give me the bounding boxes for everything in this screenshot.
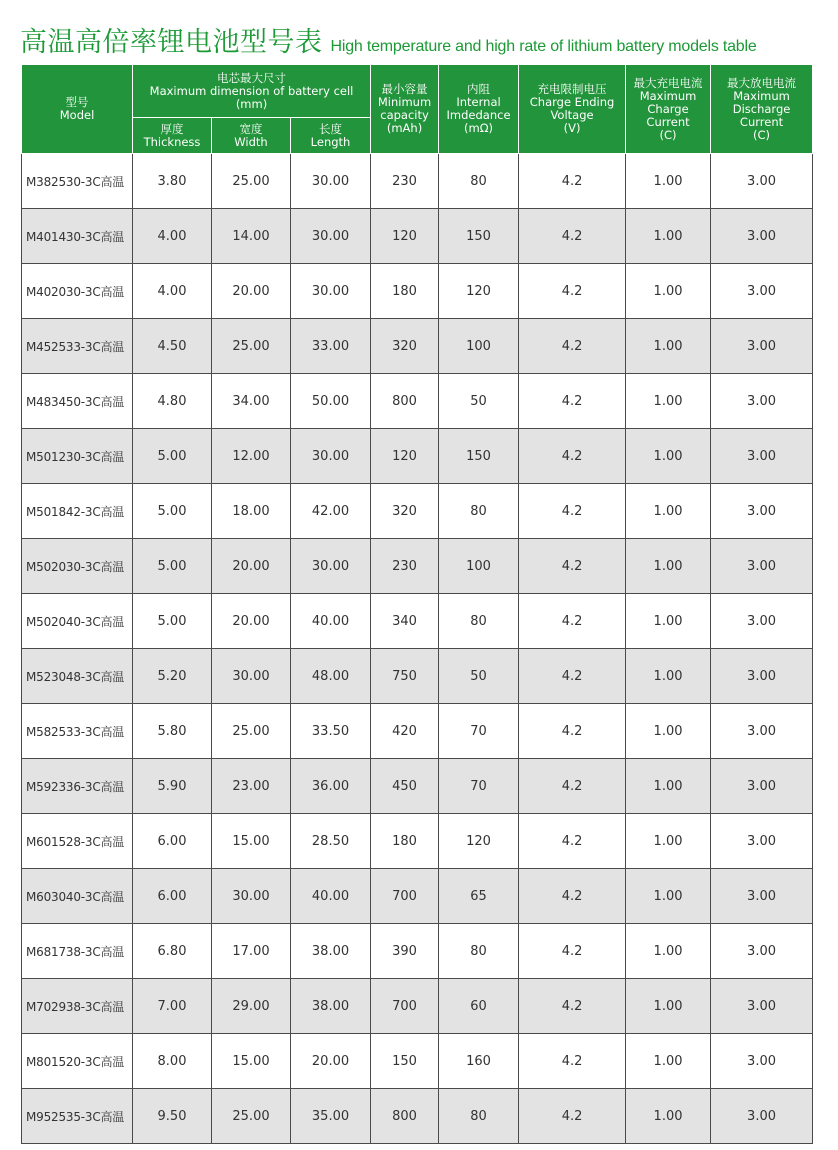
max-discharge-cell: 3.00	[711, 374, 813, 429]
length-cell: 42.00	[291, 484, 371, 539]
model-cell: M452533-3C高温	[22, 319, 133, 374]
max-discharge-cell: 3.00	[711, 869, 813, 924]
max-discharge-cell: 3.00	[711, 594, 813, 649]
thickness-cell: 8.00	[133, 1034, 212, 1089]
header-max-dimension: 电芯最大尺寸 Maximum dimension of battery cell (mm)	[133, 65, 371, 118]
max-charge-cell: 1.00	[626, 924, 711, 979]
capacity-cell: 150	[371, 1034, 439, 1089]
width-cell: 23.00	[212, 759, 291, 814]
max-charge-cell: 1.00	[626, 374, 711, 429]
length-cell: 30.00	[291, 209, 371, 264]
max-discharge-cell: 3.00	[711, 429, 813, 484]
header-internal-impedance: 内阻 Internal Imdedance (mΩ)	[439, 65, 519, 154]
model-cell: M501842-3C高温	[22, 484, 133, 539]
model-cell: M402030-3C高温	[22, 264, 133, 319]
length-cell: 30.00	[291, 429, 371, 484]
charge-voltage-cell: 4.2	[519, 319, 626, 374]
max-discharge-cell: 3.00	[711, 319, 813, 374]
capacity-cell: 700	[371, 979, 439, 1034]
capacity-cell: 340	[371, 594, 439, 649]
max-charge-cell: 1.00	[626, 484, 711, 539]
max-discharge-cell: 3.00	[711, 209, 813, 264]
header-thickness: 厚度 Thickness	[133, 118, 212, 154]
model-cell: M681738-3C高温	[22, 924, 133, 979]
capacity-cell: 230	[371, 154, 439, 209]
length-cell: 20.00	[291, 1034, 371, 1089]
table-row	[22, 374, 813, 429]
charge-voltage-cell: 4.2	[519, 1089, 626, 1144]
capacity-cell: 120	[371, 429, 439, 484]
impedance-cell: 150	[439, 429, 519, 484]
charge-voltage-cell: 4.2	[519, 154, 626, 209]
capacity-cell: 700	[371, 869, 439, 924]
capacity-cell: 800	[371, 1089, 439, 1144]
model-cell: M382530-3C高温	[22, 154, 133, 209]
max-discharge-cell: 3.00	[711, 649, 813, 704]
max-charge-cell: 1.00	[626, 869, 711, 924]
impedance-cell: 150	[439, 209, 519, 264]
length-cell: 33.00	[291, 319, 371, 374]
max-charge-cell: 1.00	[626, 704, 711, 759]
charge-voltage-cell: 4.2	[519, 539, 626, 594]
thickness-cell: 5.00	[133, 484, 212, 539]
thickness-cell: 5.90	[133, 759, 212, 814]
impedance-cell: 60	[439, 979, 519, 1034]
max-charge-cell: 1.00	[626, 814, 711, 869]
header-length: 长度 Length	[291, 118, 371, 154]
length-cell: 30.00	[291, 264, 371, 319]
table-row	[22, 429, 813, 484]
width-cell: 15.00	[212, 1034, 291, 1089]
impedance-cell: 80	[439, 154, 519, 209]
battery-models-table	[21, 64, 813, 1144]
charge-voltage-cell: 4.2	[519, 1034, 626, 1089]
charge-voltage-cell: 4.2	[519, 649, 626, 704]
width-cell: 15.00	[212, 814, 291, 869]
thickness-cell: 5.00	[133, 539, 212, 594]
header-max-charge-current: 最大充电电流 Maximum Charge Current (C)	[626, 65, 711, 154]
table-row	[22, 704, 813, 759]
thickness-cell: 4.00	[133, 209, 212, 264]
width-cell: 20.00	[212, 539, 291, 594]
charge-voltage-cell: 4.2	[519, 979, 626, 1034]
table-row	[22, 1089, 813, 1144]
charge-voltage-cell: 4.2	[519, 869, 626, 924]
impedance-cell: 80	[439, 924, 519, 979]
impedance-cell: 80	[439, 484, 519, 539]
width-cell: 30.00	[212, 649, 291, 704]
table-row	[22, 594, 813, 649]
max-charge-cell: 1.00	[626, 1089, 711, 1144]
title-english: High temperature and high rate of lithium battery models table	[330, 38, 757, 55]
model-cell: M801520-3C高温	[22, 1034, 133, 1089]
capacity-cell: 120	[371, 209, 439, 264]
model-cell: M582533-3C高温	[22, 704, 133, 759]
header-width: 宽度 Width	[212, 118, 291, 154]
table-row	[22, 759, 813, 814]
max-discharge-cell: 3.00	[711, 539, 813, 594]
impedance-cell: 50	[439, 374, 519, 429]
thickness-cell: 7.00	[133, 979, 212, 1034]
header-charge-ending-voltage: 充电限制电压 Charge Ending Voltage (V)	[519, 65, 626, 154]
impedance-cell: 80	[439, 1089, 519, 1144]
thickness-cell: 4.80	[133, 374, 212, 429]
max-discharge-cell: 3.00	[711, 154, 813, 209]
impedance-cell: 120	[439, 814, 519, 869]
max-discharge-cell: 3.00	[711, 264, 813, 319]
width-cell: 12.00	[212, 429, 291, 484]
model-cell: M702938-3C高温	[22, 979, 133, 1034]
table-row	[22, 649, 813, 704]
table-row	[22, 1034, 813, 1089]
model-cell: M401430-3C高温	[22, 209, 133, 264]
max-charge-cell: 1.00	[626, 429, 711, 484]
model-cell: M952535-3C高温	[22, 1089, 133, 1144]
width-cell: 34.00	[212, 374, 291, 429]
width-cell: 29.00	[212, 979, 291, 1034]
max-charge-cell: 1.00	[626, 209, 711, 264]
length-cell: 36.00	[291, 759, 371, 814]
charge-voltage-cell: 4.2	[519, 924, 626, 979]
model-cell: M592336-3C高温	[22, 759, 133, 814]
header-min-capacity: 最小容量 Minimum capacity (mAh)	[371, 65, 439, 154]
max-charge-cell: 1.00	[626, 264, 711, 319]
width-cell: 20.00	[212, 594, 291, 649]
model-cell: M523048-3C高温	[22, 649, 133, 704]
max-discharge-cell: 3.00	[711, 924, 813, 979]
thickness-cell: 5.20	[133, 649, 212, 704]
max-charge-cell: 1.00	[626, 649, 711, 704]
impedance-cell: 120	[439, 264, 519, 319]
capacity-cell: 450	[371, 759, 439, 814]
thickness-cell: 4.50	[133, 319, 212, 374]
model-cell: M502040-3C高温	[22, 594, 133, 649]
table-row	[22, 154, 813, 209]
max-discharge-cell: 3.00	[711, 814, 813, 869]
model-cell: M501230-3C高温	[22, 429, 133, 484]
impedance-cell: 80	[439, 594, 519, 649]
charge-voltage-cell: 4.2	[519, 704, 626, 759]
charge-voltage-cell: 4.2	[519, 209, 626, 264]
impedance-cell: 70	[439, 759, 519, 814]
max-charge-cell: 1.00	[626, 154, 711, 209]
max-discharge-cell: 3.00	[711, 759, 813, 814]
thickness-cell: 3.80	[133, 154, 212, 209]
model-cell: M483450-3C高温	[22, 374, 133, 429]
max-charge-cell: 1.00	[626, 759, 711, 814]
charge-voltage-cell: 4.2	[519, 759, 626, 814]
thickness-cell: 5.80	[133, 704, 212, 759]
length-cell: 35.00	[291, 1089, 371, 1144]
table-row	[22, 539, 813, 594]
length-cell: 48.00	[291, 649, 371, 704]
title-chinese: 高温高倍率锂电池型号表	[20, 27, 323, 58]
length-cell: 40.00	[291, 869, 371, 924]
max-discharge-cell: 3.00	[711, 704, 813, 759]
model-cell: M603040-3C高温	[22, 869, 133, 924]
table-row	[22, 814, 813, 869]
impedance-cell: 100	[439, 539, 519, 594]
width-cell: 25.00	[212, 1089, 291, 1144]
capacity-cell: 180	[371, 264, 439, 319]
length-cell: 28.50	[291, 814, 371, 869]
capacity-cell: 750	[371, 649, 439, 704]
max-charge-cell: 1.00	[626, 1034, 711, 1089]
width-cell: 25.00	[212, 154, 291, 209]
width-cell: 25.00	[212, 319, 291, 374]
thickness-cell: 6.00	[133, 814, 212, 869]
header-model: 型号 Model	[22, 65, 133, 154]
impedance-cell: 65	[439, 869, 519, 924]
table-row	[22, 209, 813, 264]
width-cell: 20.00	[212, 264, 291, 319]
impedance-cell: 160	[439, 1034, 519, 1089]
model-cell: M601528-3C高温	[22, 814, 133, 869]
charge-voltage-cell: 4.2	[519, 484, 626, 539]
width-cell: 14.00	[212, 209, 291, 264]
table-row	[22, 264, 813, 319]
max-discharge-cell: 3.00	[711, 484, 813, 539]
impedance-cell: 50	[439, 649, 519, 704]
max-charge-cell: 1.00	[626, 319, 711, 374]
capacity-cell: 390	[371, 924, 439, 979]
max-discharge-cell: 3.00	[711, 979, 813, 1034]
page-title	[20, 16, 830, 60]
max-charge-cell: 1.00	[626, 979, 711, 1034]
length-cell: 38.00	[291, 979, 371, 1034]
width-cell: 18.00	[212, 484, 291, 539]
thickness-cell: 5.00	[133, 429, 212, 484]
capacity-cell: 420	[371, 704, 439, 759]
length-cell: 33.50	[291, 704, 371, 759]
capacity-cell: 320	[371, 319, 439, 374]
capacity-cell: 320	[371, 484, 439, 539]
width-cell: 17.00	[212, 924, 291, 979]
table-row	[22, 484, 813, 539]
impedance-cell: 100	[439, 319, 519, 374]
table-row	[22, 869, 813, 924]
table-row	[22, 319, 813, 374]
charge-voltage-cell: 4.2	[519, 429, 626, 484]
thickness-cell: 6.80	[133, 924, 212, 979]
impedance-cell: 70	[439, 704, 519, 759]
model-cell: M502030-3C高温	[22, 539, 133, 594]
capacity-cell: 800	[371, 374, 439, 429]
length-cell: 30.00	[291, 154, 371, 209]
length-cell: 30.00	[291, 539, 371, 594]
capacity-cell: 180	[371, 814, 439, 869]
max-charge-cell: 1.00	[626, 539, 711, 594]
thickness-cell: 6.00	[133, 869, 212, 924]
max-charge-cell: 1.00	[626, 594, 711, 649]
max-discharge-cell: 3.00	[711, 1034, 813, 1089]
width-cell: 25.00	[212, 704, 291, 759]
charge-voltage-cell: 4.2	[519, 814, 626, 869]
charge-voltage-cell: 4.2	[519, 264, 626, 319]
table-row	[22, 979, 813, 1034]
charge-voltage-cell: 4.2	[519, 374, 626, 429]
capacity-cell: 230	[371, 539, 439, 594]
header-max-discharge-current: 最大放电电流 Maximum Discharge Current (C)	[711, 65, 813, 154]
length-cell: 50.00	[291, 374, 371, 429]
table-body	[22, 154, 813, 1144]
thickness-cell: 4.00	[133, 264, 212, 319]
table-row	[22, 924, 813, 979]
charge-voltage-cell: 4.2	[519, 594, 626, 649]
thickness-cell: 5.00	[133, 594, 212, 649]
width-cell: 30.00	[212, 869, 291, 924]
length-cell: 38.00	[291, 924, 371, 979]
max-discharge-cell: 3.00	[711, 1089, 813, 1144]
length-cell: 40.00	[291, 594, 371, 649]
thickness-cell: 9.50	[133, 1089, 212, 1144]
